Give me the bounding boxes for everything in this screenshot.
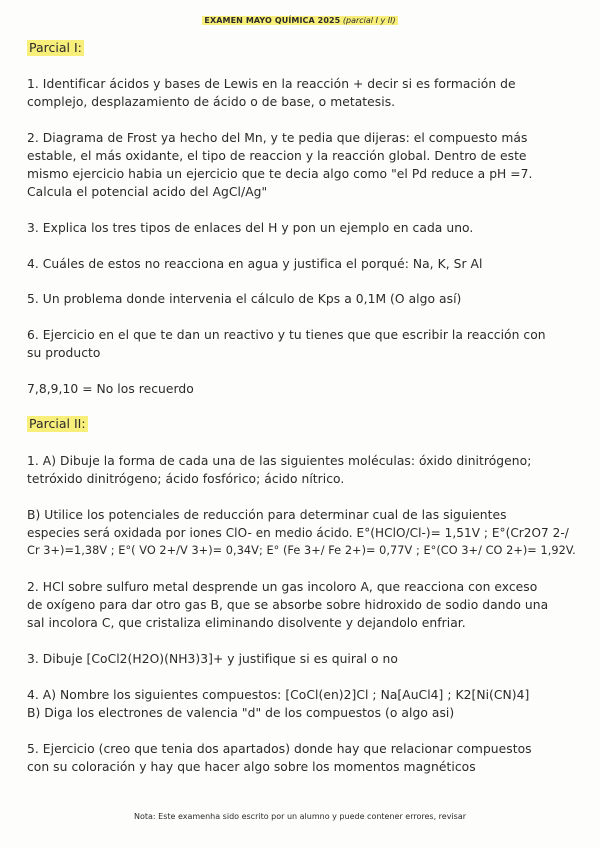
text-line: 1. Identificar ácidos y bases de Lewis en la reacción + decir si es formación de [27,77,516,91]
title-sub: (parcial I y II) [342,16,396,25]
question-p2-1b [27,506,579,560]
question-p2-3 [27,650,579,668]
text-line: 6. Ejercicio en el que te dan un reactivo y tu tienes que que escribir la reacción con [27,328,546,342]
text-line: 1. A) Dibuje la forma de cada una de las siguientes moléculas: óxido dinitrógeno; [27,454,532,468]
text-line: 3. Explica los tres tipos de enlaces del H y pon un ejemplo en cada uno. [27,221,474,235]
text-line: 3. Dibuje [CoCl2(H2O)(NH3)3]+ y justifique si es quiral o no [27,652,398,666]
text-line: con su coloración y hay que hacer algo sobre los momentos magnéticos [27,760,476,774]
text-line: B) Utilice los potenciales de reducción para determinar cual de las siguientes [27,508,507,522]
text-line: tetróxido dinitrógeno; ácido fosfórico; ácido nítrico. [27,472,345,486]
question-p1-2 [27,129,579,201]
text-line: Cr 3+)=1,38V ; E°( VO 2+/V 3+)= 0,34V; E° (Fe 3+/ Fe 2+)= 0,77V ; E°(CO 3+/ CO 2+)= 1,92V. [27,544,576,557]
text-line: especies será oxidada por iones ClO- en medio ácido. E°(HClO/Cl-)= 1,51V ; E°(Cr2O7 2-/ [27,526,569,540]
question-p2-2 [27,578,579,632]
text-line: complejo, desplazamiento de ácido o de base, o metatesis. [27,95,396,109]
question-p2-1a [27,452,579,488]
text-line: 7,8,9,10 = No los recuerdo [27,382,194,396]
text-line: sal incolora C, que cristaliza eliminando disolvente y dejandolo enfriar. [27,616,466,630]
question-p1-3 [27,219,579,237]
text-line: 2. HCl sobre sulfuro metal desprende un gas incoloro A, que reacciona con exceso [27,580,538,594]
question-p1-5 [27,290,579,308]
question-p1-1 [27,75,579,111]
text-line: 4. Cuáles de estos no reacciona en agua y justifica el porqué: Na, K, Sr Al [27,257,483,271]
question-p1-4 [27,255,579,273]
question-p1-7-10 [27,380,579,398]
document-title [0,16,600,25]
question-p1-6 [27,326,579,362]
text-line: estable, el más oxidante, el tipo de reaccion y la reacción global. Dentro de este [27,149,527,163]
question-p2-5 [27,740,579,776]
text-line: su producto [27,346,101,360]
text-line: 4. A) Nombre los siguientes compuestos: [CoCl(en)2]Cl ; Na[AuCl4] ; K2[Ni(CN)4] [27,688,530,702]
text-line: 2. Diagrama de Frost ya hecho del Mn, y te pedia que dijeras: el compuesto más [27,131,528,145]
title-main: EXAMEN MAYO QUÍMICA 2025 [204,16,341,25]
section-label-parcial-2: Parcial II: [29,416,86,431]
text-line: B) Diga los electrones de valencia "d" de los compuestos (o algo asi) [27,706,455,720]
text-line: de oxígeno para dar otro gas B, que se absorbe sobre hidroxido de sodio dando una [27,598,549,612]
question-p2-4 [27,686,579,722]
text-line: 5. Un problema donde intervenia el cálculo de Kps a 0,1M (O algo así) [27,292,462,306]
text-line: mismo ejercicio habia un ejercicio que te decia algo como "el Pd reduce a pH =7. [27,167,533,181]
text-line: Calcula el potencial acido del AgCl/Ag" [27,185,268,199]
section-label-parcial-1: Parcial I: [29,40,82,55]
footer-note: Nota: Este examenha sido escrito por un alumno y puede contener errores, revisar [133,812,467,821]
text-line: 5. Ejercicio (creo que tenia dos apartados) donde hay que relacionar compuestos [27,742,532,756]
